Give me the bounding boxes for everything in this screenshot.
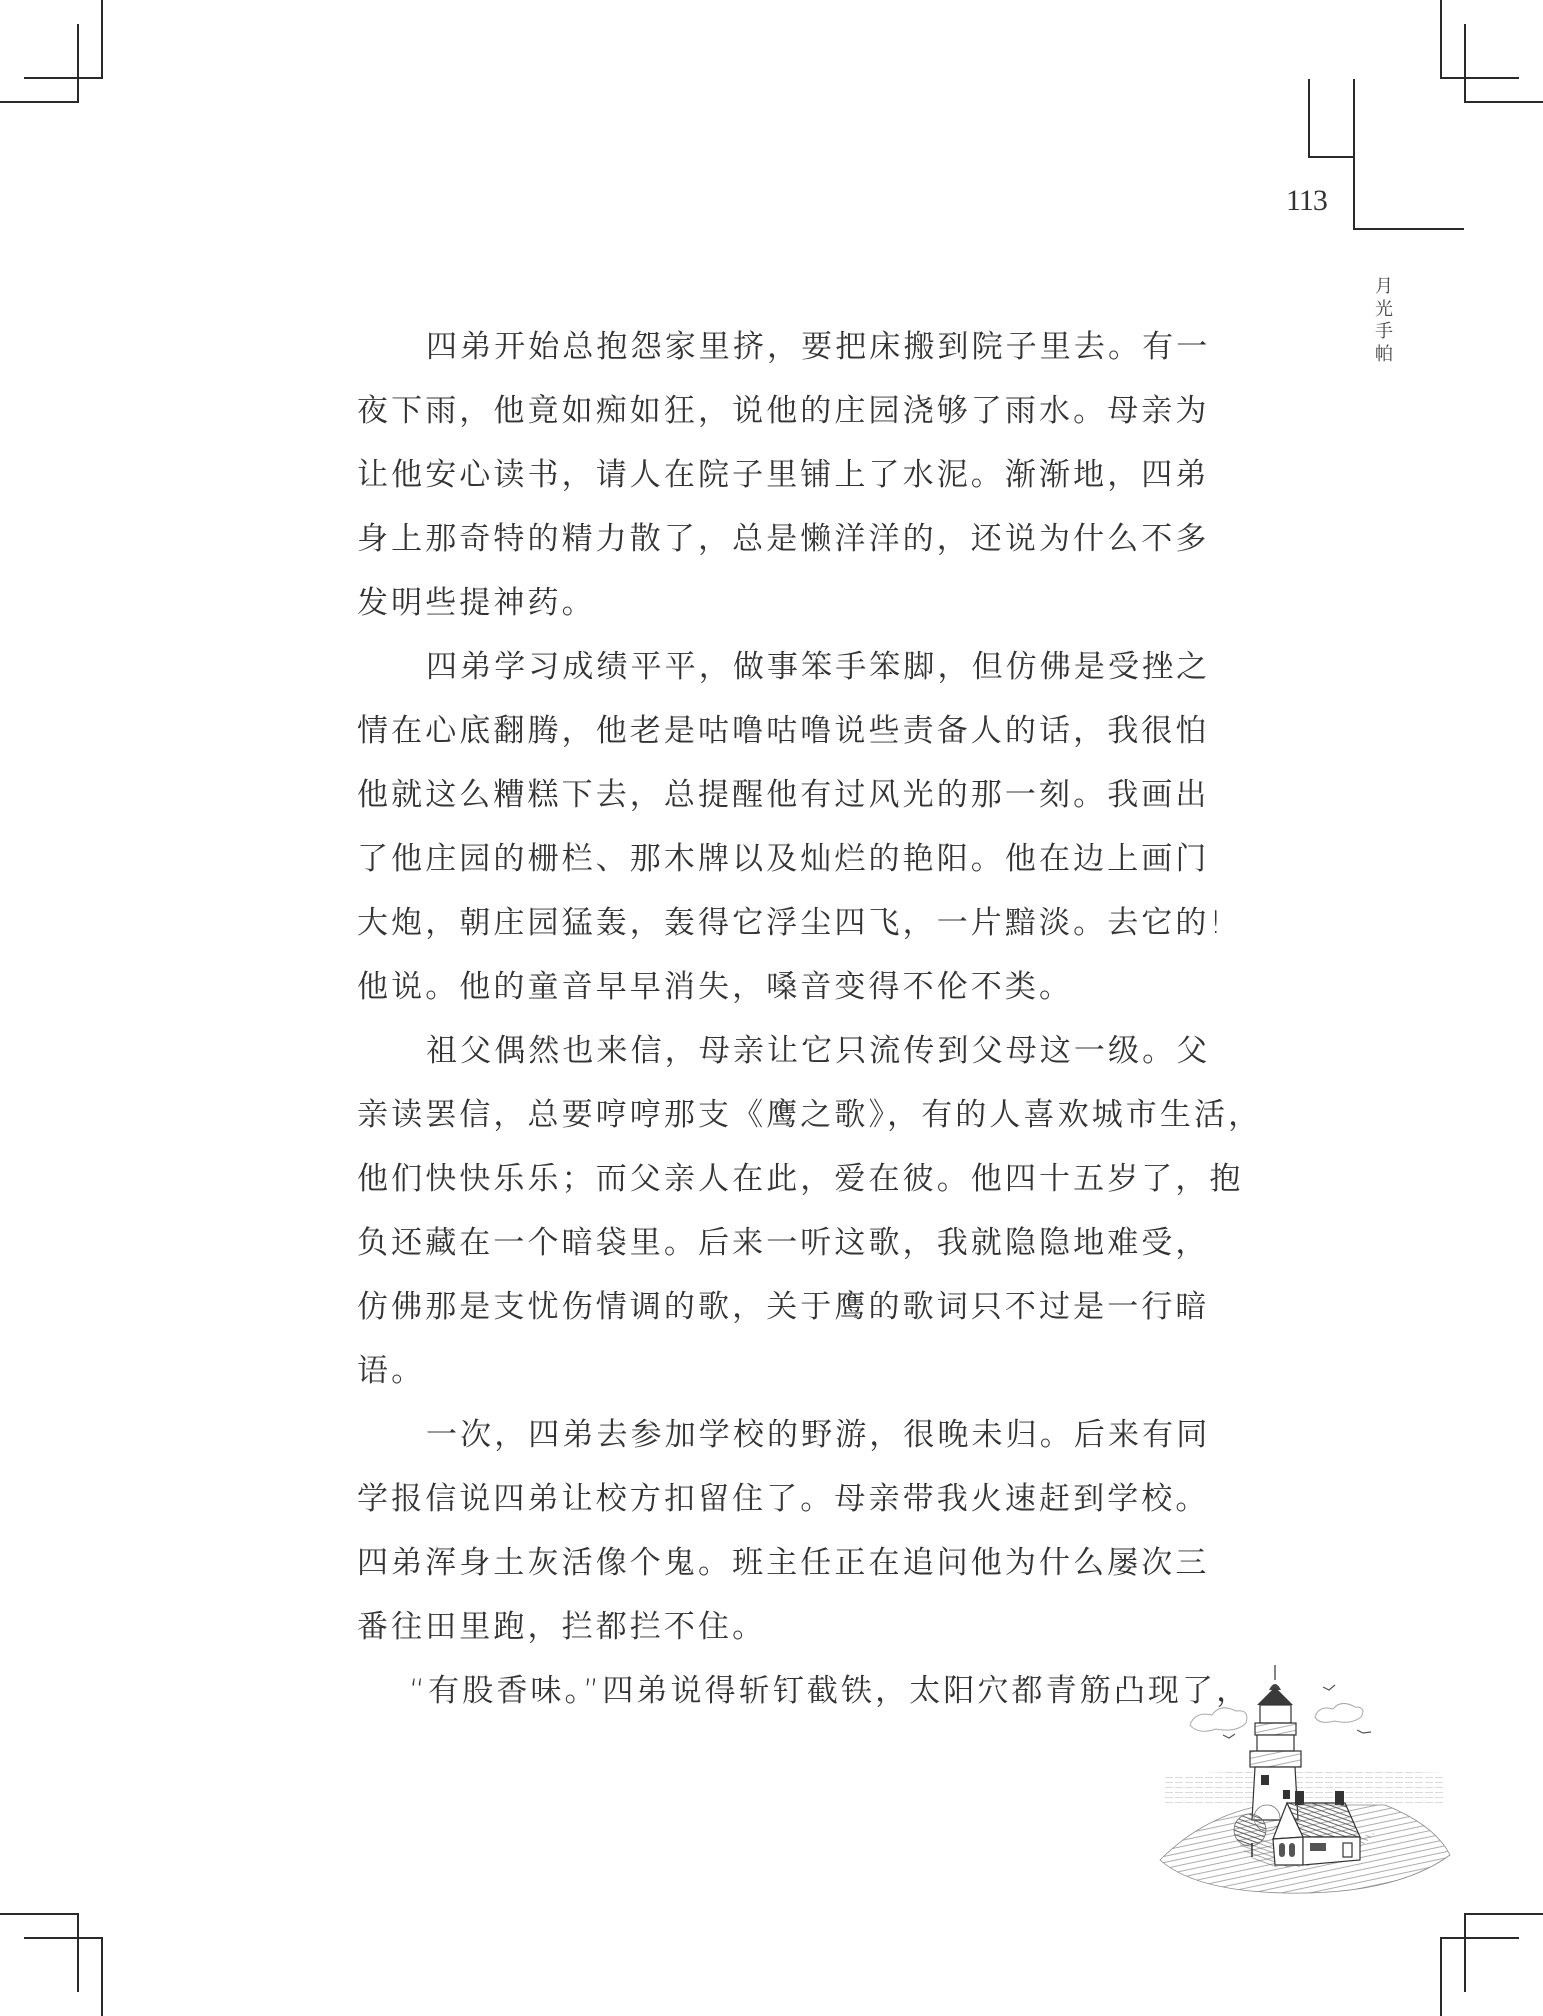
text-line: 他们快快乐乐；而父亲人在此，爱在彼。他四十五岁了，抱 [357, 1161, 1244, 1197]
paragraph [357, 1019, 1263, 1403]
text-line: 四弟浑身土灰活像个鬼。班主任正在追问他为什么屡次三 [357, 1545, 1210, 1581]
text-line: 夜下雨，他竟如痴如狂，说他的庄园浇够了雨水。母亲为 [357, 393, 1210, 429]
crop-mark [0, 1913, 79, 1915]
crop-mark [24, 1937, 103, 1939]
crop-mark [0, 101, 79, 103]
running-title-char: 手 [1375, 321, 1393, 342]
text-line: 发明些提神药。 [357, 585, 596, 621]
text-line: 番往田里跑，拦都拦不住。 [357, 1609, 767, 1645]
text-line: 他就这么糟糕下去，总提醒他有过风光的那一刻。我画出 [357, 777, 1210, 813]
crop-mark [1440, 1937, 1519, 1939]
crop-mark [1440, 1937, 1442, 2016]
page-number-bracket [1353, 79, 1355, 230]
running-title-char: 帕 [1375, 343, 1393, 365]
crop-mark [77, 24, 79, 103]
text-line: 四弟开始总抱怨家里挤，要把床搬到院子里去。有一 [426, 329, 1211, 365]
text-line: 学报信说四弟让校方扣留住了。母亲带我火速赶到学校。 [357, 1481, 1210, 1517]
page-number-bracket [1308, 79, 1310, 157]
crop-mark [77, 1913, 79, 1992]
text-line: 四弟学习成绩平平，做事笨手笨脚，但仿佛是受挫之 [426, 649, 1211, 685]
running-title-char: 月 [1375, 276, 1393, 297]
text-line: 负还藏在一个暗袋里。后来一听这歌，我就隐隐地难受， [357, 1225, 1210, 1261]
paragraph [357, 315, 1237, 635]
crop-mark [1464, 24, 1466, 103]
crop-mark [1440, 77, 1519, 79]
page-number-bracket [1353, 228, 1464, 230]
text-line: 大炮，朝庄园猛轰，轰得它浮尘四飞，一片黯淡。去它的! [357, 905, 1226, 941]
running-title [1372, 276, 1396, 366]
text-line: 了他庄园的栅栏、那木牌以及灿烂的艳阳。他在边上画门 [357, 841, 1210, 877]
paragraph [357, 1659, 1251, 1723]
body-text [357, 315, 1263, 1723]
text-line: 语。 [357, 1353, 426, 1389]
text-line: 祖父偶然也来信，母亲让它只流传到父母这一级。父 [426, 1033, 1211, 1069]
text-line: 仿佛那是支忧伤情调的歌，关于鹰的歌词只不过是一行暗 [357, 1289, 1210, 1325]
crop-mark [24, 77, 103, 79]
paragraph [357, 1403, 1237, 1659]
running-title-char: 光 [1375, 298, 1393, 320]
crop-mark [1464, 101, 1543, 103]
crop-mark [101, 0, 103, 79]
crop-mark [1464, 1913, 1466, 1992]
text-line: 身上那奇特的精力散了，总是懒洋洋的，还说为什么不多 [357, 521, 1210, 557]
page-number-bracket [1308, 156, 1355, 158]
text-line: 让他安心读书，请人在院子里铺上了水泥。渐渐地，四弟 [357, 457, 1210, 493]
page-number: 113 [1286, 184, 1327, 217]
text-line: 情在心底翻腾，他老是咕噜咕噜说些责备人的话，我很怕 [357, 713, 1210, 749]
crop-mark [1440, 0, 1442, 79]
crop-mark [1464, 1913, 1543, 1915]
text-line: 他说。他的童音早早消失，嗓音变得不伦不类。 [357, 969, 1074, 1005]
crop-mark [101, 1937, 103, 2016]
text-line: 亲读罢信，总要哼哼那支《鹰之歌》，有的人喜欢城市生活， [357, 1097, 1263, 1133]
lighthouse-illustration [1145, 1655, 1455, 1910]
paragraph [357, 635, 1237, 1019]
text-line: “有股香味。”四弟说得斩钉截铁，太阳穴都青筋凸现了， [409, 1673, 1251, 1709]
text-line: 一次，四弟去参加学校的野游，很晚未归。后来有同 [426, 1417, 1211, 1453]
